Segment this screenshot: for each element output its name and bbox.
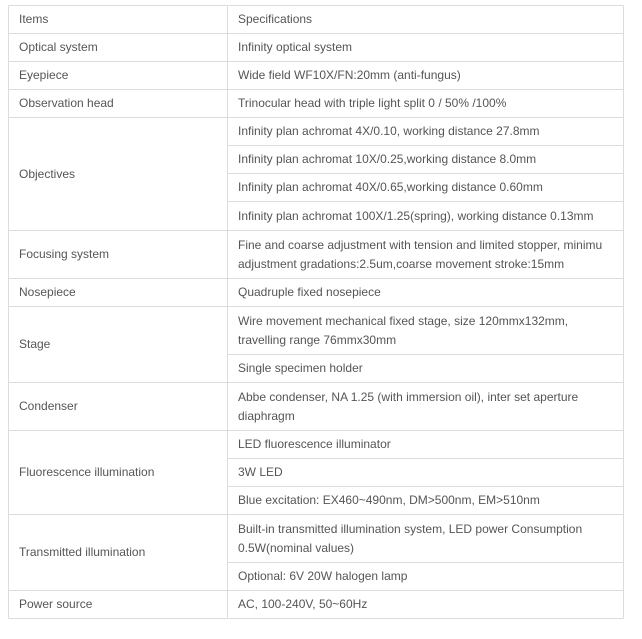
spec-value: Wire movement mechanical fixed stage, size 120mmx132mm, travelling range 76mmx30mm (228, 307, 624, 355)
item-label: Stage (9, 307, 228, 383)
specifications-table (8, 5, 624, 619)
table-row (9, 515, 624, 563)
spec-value: Infinity plan achromat 4X/0.10, working distance 27.8mm (228, 118, 624, 146)
item-label: Fluorescence illumination (9, 431, 228, 515)
header-specifications: Specifications (228, 6, 624, 34)
table-row (9, 431, 624, 459)
table-row (9, 231, 624, 279)
spec-value: Quadruple fixed nosepiece (228, 279, 624, 307)
table-row (9, 118, 624, 146)
item-label: Observation head (9, 90, 228, 118)
spec-value: Optional: 6V 20W halogen lamp (228, 563, 624, 591)
spec-value: Built-in transmitted illumination system, LED power Consumption 0.5W(nominal values) (228, 515, 624, 563)
spec-value: Infinity plan achromat 10X/0.25,working distance 8.0mm (228, 146, 624, 174)
table-row (9, 90, 624, 118)
spec-value: Trinocular head with triple light split 0 / 50% /100% (228, 90, 624, 118)
item-label: Condenser (9, 383, 228, 431)
table-row (9, 34, 624, 62)
item-label: Transmitted illumination (9, 515, 228, 591)
spec-value: LED fluorescence illuminator (228, 431, 624, 459)
table-row (9, 307, 624, 355)
spec-value: Blue excitation: EX460~490nm, DM>500nm, EM>510nm (228, 487, 624, 515)
table-row (9, 591, 624, 619)
header-items: Items (9, 6, 228, 34)
item-label: Nosepiece (9, 279, 228, 307)
table-row (9, 383, 624, 431)
spec-value: Infinity plan achromat 40X/0.65,working distance 0.60mm (228, 174, 624, 202)
table-row (9, 62, 624, 90)
spec-value: AC, 100-240V, 50~60Hz (228, 591, 624, 619)
spec-value: Wide field WF10X/FN:20mm (anti-fungus) (228, 62, 624, 90)
spec-value: Fine and coarse adjustment with tension and limited stopper, minimu adjustment gradations:2.5um,coarse movement stroke:15mm (228, 231, 624, 279)
spec-value: Infinity optical system (228, 34, 624, 62)
item-label: Optical system (9, 34, 228, 62)
table-row (9, 279, 624, 307)
table-header-row (9, 6, 624, 34)
spec-value: Abbe condenser, NA 1.25 (with immersion oil), inter set aperture diaphragm (228, 383, 624, 431)
spec-value: Infinity plan achromat 100X/1.25(spring), working distance 0.13mm (228, 202, 624, 231)
spec-value: Single specimen holder (228, 355, 624, 383)
spec-value: 3W LED (228, 459, 624, 487)
item-label: Power source (9, 591, 228, 619)
item-label: Focusing system (9, 231, 228, 279)
item-label: Eyepiece (9, 62, 228, 90)
item-label: Objectives (9, 118, 228, 231)
